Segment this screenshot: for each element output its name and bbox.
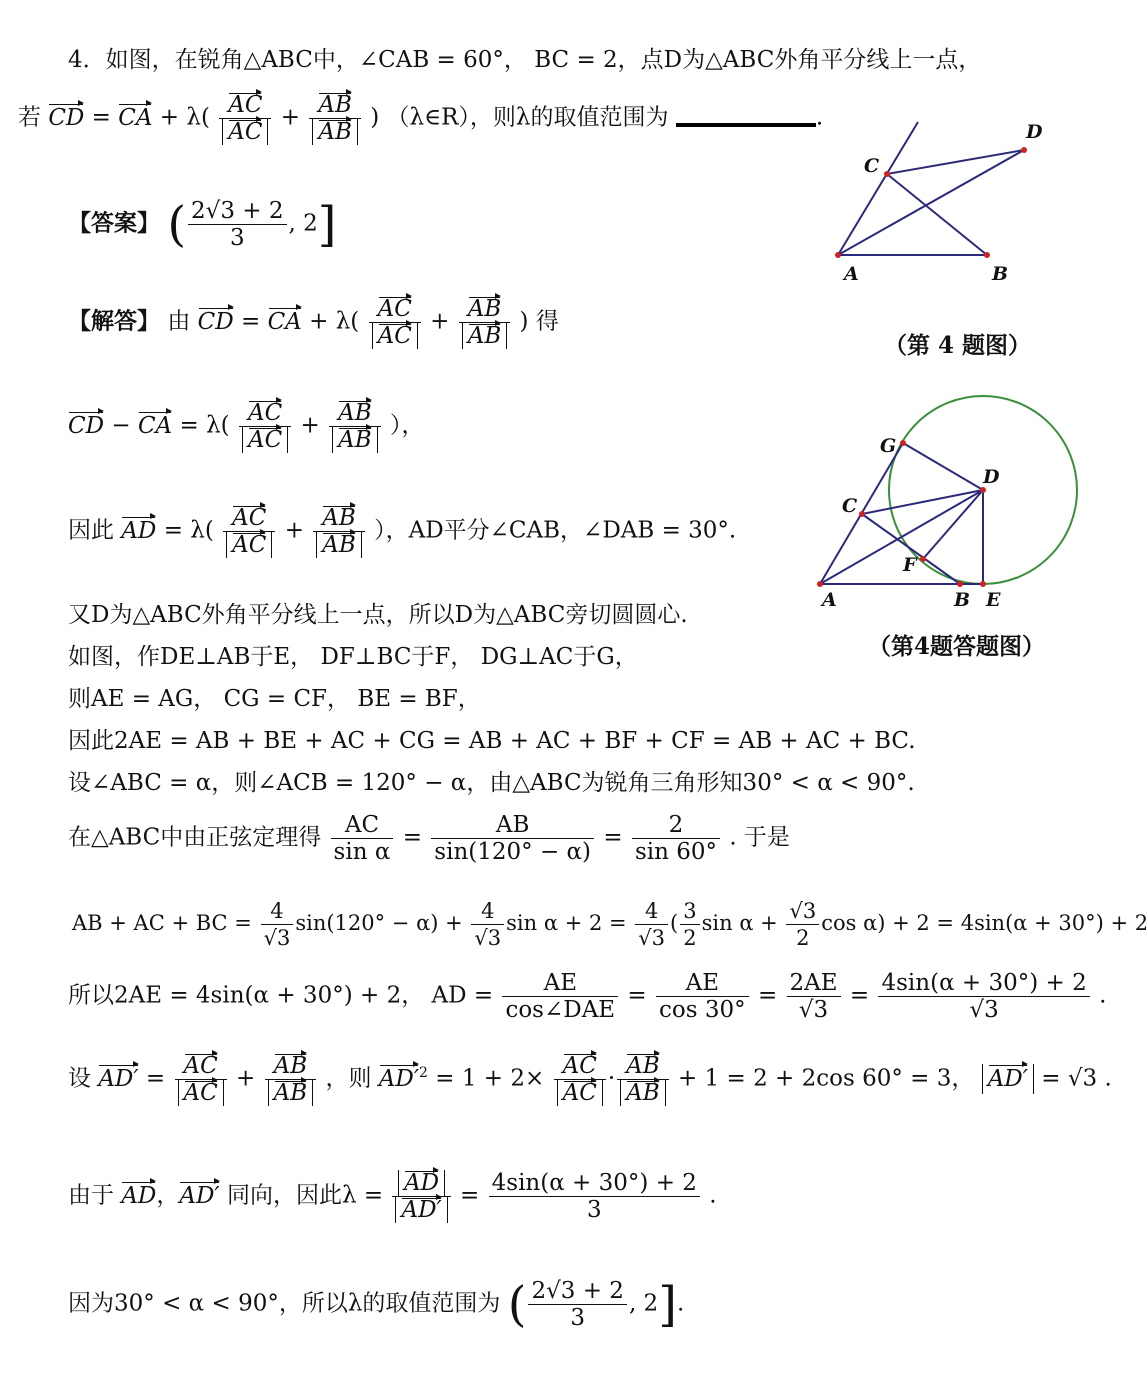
label-d: D [1026, 121, 1043, 143]
frac-den: sin α [333, 839, 391, 865]
text: ），AD平分∠CAB，∠DAB = 30°. [374, 517, 737, 544]
frac-num: AE [502, 970, 618, 997]
vector-ab: AB [467, 296, 502, 322]
vector-ca: CA [267, 308, 302, 335]
label-f: F [903, 554, 917, 576]
vector-ac: AC [247, 427, 283, 453]
frac-den: √3 [969, 997, 999, 1023]
vector-ac: AC [228, 92, 263, 118]
text: 在△ABC中由正弦定理得 [68, 824, 322, 851]
label-g: G [880, 435, 897, 457]
text: . 于是 [729, 824, 790, 851]
solution-label: 【解答】 [68, 307, 160, 335]
point-a [835, 252, 841, 258]
text: ，则 [325, 1065, 372, 1092]
solution-line-8: 设∠ABC = α，则∠ACB = 120° − α，由△ABC为锐角三角形知30° < α < 90°. [68, 770, 915, 796]
text: = [627, 982, 647, 1009]
vector-ad-prime: AD′ [179, 1182, 220, 1209]
vector-ad-prime: AD′ [401, 1197, 442, 1223]
vector-ca: CA [137, 412, 173, 439]
point-e [980, 581, 986, 587]
vector-ac: AC [228, 119, 263, 145]
text: 因为30° < α < 90°，所以λ的取值范围为 [68, 1290, 501, 1317]
frac-num: 3 [680, 898, 699, 925]
vector-ca: CA [118, 104, 153, 131]
answer-denominator: 3 [229, 225, 245, 251]
bracket: ] [658, 1276, 677, 1333]
vector-ad-prime: AD′ [98, 1065, 139, 1092]
figure-2 [810, 394, 1086, 614]
vector-ab: AB [318, 119, 352, 145]
answer-line [68, 198, 337, 251]
frac-num: 4 [471, 898, 504, 925]
vector-ab: AB [273, 1080, 308, 1106]
text: = [145, 1065, 166, 1092]
text: + [284, 517, 304, 544]
answer-rest: , 2 [628, 1290, 659, 1317]
solution-line-4: 又D为△ABC外角平分线上一点，所以D为△ABC旁切圆圆心. [68, 602, 688, 628]
frac-num: 4 [635, 898, 668, 925]
text: cos α) + 2 = 4sin(α + 30°) + 2 [821, 911, 1148, 935]
frac-den: sin(120° − α) [434, 839, 592, 865]
vector-cd: CD [48, 104, 85, 131]
problem-line-1: 4．如图，在锐角△ABC中，∠CAB = 60°， BC = 2，点D为△ABC外角平分线上一点， [68, 47, 982, 73]
label-c: C [864, 155, 880, 177]
vector-ab: AB [338, 400, 372, 426]
text: + [236, 1065, 256, 1092]
text: λ( [335, 308, 360, 335]
text: 由 [167, 308, 191, 335]
solution-line-2 [68, 400, 424, 453]
text: ( [670, 911, 679, 935]
text: 设 [68, 1065, 91, 1092]
frac-den: sin 60° [634, 839, 717, 865]
vector-ad: AD [121, 517, 157, 544]
text: 所以2AE = 4sin(α + 30°) + 2， AD = [68, 982, 494, 1009]
text: 同向，因此λ = [226, 1182, 384, 1209]
frac-num: 4 [261, 898, 294, 925]
vector-ad-prime: AD′ [378, 1065, 420, 1092]
answer-rest: , 2 [288, 210, 318, 237]
solution-line-ad-prime [68, 1053, 1112, 1106]
bracket: ( [167, 196, 187, 253]
vector-ac: AC [183, 1053, 218, 1079]
frac-den: √3 [798, 997, 829, 1023]
figure-1-caption: （第 4 题图） [884, 332, 1032, 359]
vector-cd: CD [197, 308, 234, 335]
vector-ac: AC [247, 400, 283, 426]
text: 由于 [68, 1182, 114, 1209]
text: sin α + [701, 911, 778, 935]
vector-ab: AB [322, 532, 356, 558]
answer-numerator: 2√3 + 2 [528, 1278, 626, 1305]
frac-den: 2 [796, 926, 810, 950]
text: + [159, 104, 180, 131]
point-b [984, 252, 990, 258]
text: = [460, 1182, 480, 1209]
label-c: C [842, 495, 858, 517]
vector-ab: AB [338, 427, 372, 453]
text: 得 [535, 308, 559, 335]
text: λ( [206, 412, 230, 439]
label-d: D [983, 466, 1000, 488]
text: 因此 [68, 517, 114, 544]
vector-ac: AC [232, 532, 267, 558]
text: = [757, 982, 778, 1009]
text: AB + AC + BC = [72, 911, 252, 935]
text: = [603, 824, 623, 851]
frac-den: 2 [683, 926, 697, 950]
frac-den: √3 [474, 926, 502, 950]
vector-ac: AC [562, 1053, 597, 1079]
superscript: 2 [419, 1064, 428, 1081]
text: . [676, 1290, 685, 1317]
label-e: E [986, 589, 1001, 611]
figure-1 [826, 112, 1076, 292]
text: ) [519, 308, 529, 335]
solution-line-7: 因此2AE = AB + BE + AC + CG = AB + AC + BF + CF = AB + AC + BC. [68, 728, 916, 754]
figure-2-caption: （第4题答题图） [868, 633, 1046, 660]
solution-line-ad [68, 970, 1106, 1023]
text: . [1099, 982, 1107, 1009]
text: . [815, 104, 824, 131]
vector-ab: AB [626, 1053, 660, 1079]
vector-ac: AC [562, 1080, 597, 1106]
solution-line-5: 如图，作DE⊥AB于E， DF⊥BC于F， DG⊥AC于G， [68, 644, 638, 670]
frac-num: 2 [632, 812, 720, 839]
text: . [709, 1182, 717, 1209]
solution-line-final [68, 1278, 684, 1331]
text: ) [370, 104, 380, 131]
text: 若 [18, 104, 41, 131]
point-d [1021, 147, 1027, 153]
point-b [957, 581, 963, 587]
solution-line-perimeter [72, 898, 1148, 951]
bracket: ( [507, 1276, 527, 1333]
text: = [91, 104, 111, 131]
text: ）， [389, 412, 425, 439]
frac-num: AE [656, 970, 749, 997]
text: + [309, 308, 329, 335]
label-a: A [822, 589, 837, 611]
solution-line-sine-law [68, 812, 790, 865]
text: λ( [186, 104, 210, 131]
vector-ac: AC [377, 296, 412, 322]
solution-line-lambda [68, 1170, 717, 1223]
text: ， [156, 1182, 180, 1209]
vector-ad: AD [121, 1182, 157, 1209]
frac-num: 4sin(α + 30°) + 2 [878, 970, 1089, 997]
bracket: ] [317, 196, 337, 253]
vector-ab: AB [467, 323, 502, 349]
vector-ab: AB [626, 1080, 660, 1106]
point-f [920, 556, 926, 562]
answer-blank [676, 123, 816, 127]
solution-line-3 [68, 505, 736, 558]
label-b: B [954, 589, 971, 611]
frac-den: √3 [638, 926, 666, 950]
vector-ab: AB [273, 1053, 308, 1079]
vector-cd: CD [68, 412, 105, 439]
text: sin α + 2 = [506, 911, 627, 935]
text: = 1 + 2× [435, 1065, 545, 1092]
frac-num: AB [431, 812, 594, 839]
segment-gd [903, 443, 983, 490]
text: = √3 . [1041, 1065, 1112, 1092]
point-c [859, 511, 865, 517]
text: = [163, 517, 183, 544]
vector-ac: AC [377, 323, 412, 349]
text: = [402, 824, 422, 851]
frac-num: 2AE [787, 970, 841, 997]
text: · [607, 1065, 616, 1092]
vector-ab: AB [322, 505, 356, 531]
text: = [849, 982, 870, 1009]
text: + 1 = 2 + 2cos 60° = 3， [677, 1065, 975, 1092]
label-a: A [844, 263, 859, 285]
vector-ac: AC [183, 1080, 218, 1106]
answer-label: 【答案】 [68, 209, 160, 237]
unit-vector-ab [309, 92, 361, 145]
frac-den: cos 30° [659, 997, 746, 1023]
frac-den: cos∠DAE [505, 997, 616, 1023]
text: = [179, 412, 199, 439]
frac-num: √3 [786, 898, 819, 925]
text: − [111, 412, 131, 439]
text: sin(120° − α) + [295, 911, 463, 935]
text: = [240, 308, 261, 335]
text: + [300, 412, 320, 439]
point-a [817, 581, 823, 587]
text: （λ∈R），则λ的取值范围为 [386, 104, 669, 131]
point-g [900, 440, 906, 446]
point-c [884, 171, 890, 177]
vector-ad: AD [404, 1170, 440, 1196]
vector-ac: AC [232, 505, 267, 531]
vector-ad-prime: AD′ [987, 1065, 1028, 1092]
text: λ( [190, 517, 214, 544]
frac-den: √3 [263, 926, 291, 950]
answer-numerator: 2√3 + 2 [188, 198, 286, 225]
label-b: B [992, 263, 1009, 285]
text: + [430, 308, 450, 335]
segment-cb [887, 174, 987, 255]
answer-denominator: 3 [570, 1305, 586, 1331]
solution-line-1 [68, 296, 559, 349]
text: + [280, 104, 301, 131]
frac-num: 4sin(α + 30°) + 2 [489, 1170, 700, 1197]
vector-ab: AB [318, 92, 352, 118]
frac-den: 3 [586, 1197, 602, 1223]
unit-vector-ac [219, 92, 271, 145]
solution-line-6: 则AE = AG， CG = CF， BE = BF， [68, 686, 481, 712]
frac-num: AC [331, 812, 394, 839]
problem-line-2 [18, 92, 823, 145]
